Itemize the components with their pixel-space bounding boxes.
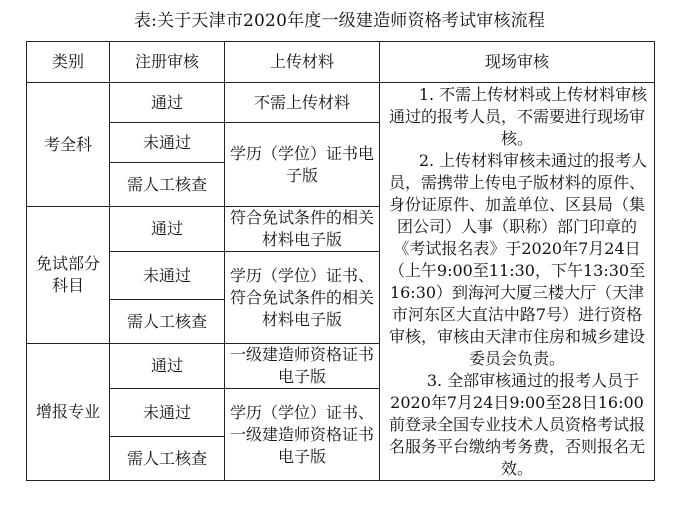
status-cell: 未通过 bbox=[110, 252, 225, 300]
status-cell: 需人工核查 bbox=[110, 437, 225, 481]
header-row bbox=[27, 42, 655, 83]
material-cell: 学历（学位）证书、符合免试条件的相关材料电子版 bbox=[225, 252, 380, 344]
status-cell: 未通过 bbox=[110, 389, 225, 437]
status-cell: 需人工核查 bbox=[110, 300, 225, 344]
category-cell: 免试部分科目 bbox=[27, 207, 110, 344]
status-cell: 通过 bbox=[110, 344, 225, 389]
header-onsite: 现场审核 bbox=[380, 42, 655, 83]
category-cell: 增报专业 bbox=[27, 344, 110, 481]
material-cell: 学历（学位）证书、一级建造师资格证书电子版 bbox=[225, 389, 380, 481]
header-registration: 注册审核 bbox=[110, 42, 225, 83]
status-cell: 通过 bbox=[110, 83, 225, 123]
header-category: 类别 bbox=[27, 42, 110, 83]
review-process-table bbox=[26, 41, 655, 481]
onsite-review-cell bbox=[380, 83, 655, 481]
status-cell: 通过 bbox=[110, 207, 225, 252]
material-cell: 不需上传材料 bbox=[225, 83, 380, 123]
header-upload: 上传材料 bbox=[225, 42, 380, 83]
onsite-paragraph: 2. 上传材料审核未通过的报考人员，需携带上传电子版材料的原件、身份证原件、加盖单位、区县局（集团公司）人事（职称）部门印章的《考试报名表》于2020年7月24日（上午9:00至11:30，下午13:30至16:30）到海河大厦三楼大厅（天津市河东区大直沽中路7号）进行资格审核，审核由天津市住房和城乡建设委员会负责。 bbox=[388, 150, 648, 368]
status-cell: 需人工核查 bbox=[110, 163, 225, 207]
status-cell: 未通过 bbox=[110, 123, 225, 163]
material-cell: 一级建造师资格证书电子版 bbox=[225, 344, 380, 389]
material-cell: 学历（学位）证书电子版 bbox=[225, 123, 380, 207]
table-title: 表:关于天津市2020年度一级建造师资格考试审核流程 bbox=[133, 11, 546, 31]
onsite-paragraph: 3. 全部审核通过的报考人员于2020年7月24日9:00至28日16:00前登录全国专业技术人员资格考试报名服务平台缴纳考务费，否则报名无效。 bbox=[388, 370, 645, 478]
table-row bbox=[27, 83, 655, 123]
material-cell: 符合免试条件的相关材料电子版 bbox=[225, 207, 380, 252]
onsite-paragraph: 1. 不需上传材料或上传材料审核通过的报考人员，不需要进行现场审核。 bbox=[388, 84, 648, 148]
category-cell: 考全科 bbox=[27, 83, 110, 207]
